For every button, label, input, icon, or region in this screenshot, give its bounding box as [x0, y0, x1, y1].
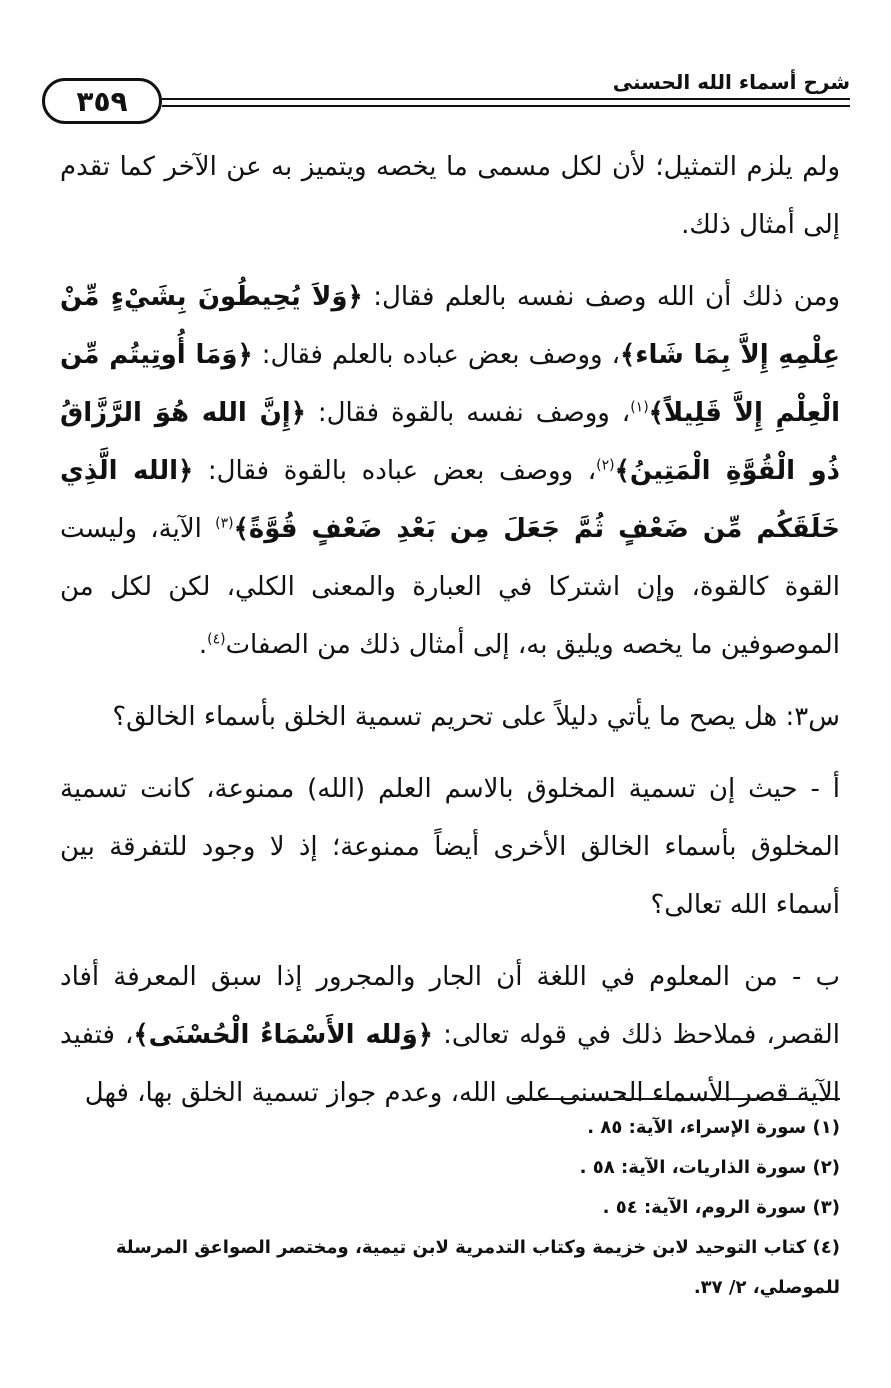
footnote-1: (١) سورة الإسراء، الآية: ٨٥ . — [587, 1117, 840, 1138]
quran-verse-3: ﴿إِنَّ الله هُوَ الرَّزَّاقُ ذُو الْقُوَّةِ الْمَتِينُ﴾ — [60, 398, 840, 486]
text-span: . — [198, 630, 208, 660]
running-title: شرح أسماء الله الحسنى — [605, 70, 850, 94]
main-text — [60, 138, 840, 1136]
point-a: أ - حيث إن تسمية المخلوق بالاسم العلم (الله) ممنوعة، كانت تسمية المخلوق بأسماء الخالق الأخرى أيضاً ممنوعة؛ إذ لا وجود للتفرقة بين أسماء الله تعالى؟ — [60, 774, 840, 920]
footnote-rule — [512, 1098, 840, 1100]
header-rule — [162, 98, 850, 107]
footnote-ref-3: (٣) — [215, 515, 234, 532]
page-header — [42, 70, 850, 126]
footnotes — [60, 1108, 840, 1308]
footnote-ref-1: (١) — [630, 399, 649, 416]
page-number: ٣٥٩ — [42, 78, 162, 124]
text-span: الآية، وليست القوة كالقوة، وإن اشتركا في العبارة والمعنى الكلي، لكن لكل من الموصوفين ما يخصه ويليق به، إلى أمثال ذلك من الصفات — [60, 514, 840, 660]
footnote-2: (٢) سورة الذاريات، الآية: ٥٨ . — [579, 1157, 840, 1178]
paragraph-1: ولم يلزم التمثيل؛ لأن لكل مسمى ما يخصه ويتميز به عن الآخر كما تقدم إلى أمثال ذلك. — [60, 152, 840, 240]
question-3: س٣: هل يصح ما يأتي دليلاً على تحريم تسمية الخلق بأسماء الخالق؟ — [112, 702, 840, 732]
paragraph-2 — [60, 268, 840, 674]
footnote-ref-4: (٤) — [207, 631, 226, 648]
text-span: ، فتفيد الآية قصر الأسماء الحسنى على الله، وعدم جواز تسمية الخلق بها، فهل — [60, 1020, 840, 1108]
quran-verse-2: ﴿وَمَا أُوتِيتُم مِّن الْعِلْمِ إِلاَّ قَلِيلاً﴾ — [60, 340, 840, 428]
text-span: ، ووصف بعض عباده بالقوة فقال: — [193, 456, 597, 486]
quran-verse-5: ﴿وَلله الأَسْمَاءُ الْحُسْنَى﴾ — [133, 1020, 433, 1050]
text-span: ومن ذلك أن الله وصف نفسه بالعلم فقال: — [362, 282, 840, 312]
footnote-ref-2: (٢) — [596, 457, 615, 474]
footnote-4: (٤) كتاب التوحيد لابن خزيمة وكتاب التدمرية لابن تيمية، ومختصر الصواعق المرسلة للموصلي، ٢/ ٣٧. — [115, 1237, 840, 1298]
text-span: ، ووصف نفسه بالقوة فقال: — [305, 398, 631, 428]
text-span: ، ووصف بعض عباده بالعلم فقال: — [252, 340, 620, 370]
point-b — [60, 948, 840, 1122]
quran-verse-4: ﴿الله الَّذِي خَلَقَكُم مِّن ضَعْفٍ ثُمَّ جَعَلَ مِن بَعْدِ ضَعْفٍ قُوَّةً﴾ — [60, 456, 840, 544]
text-span: ب - من المعلوم في اللغة أن الجار والمجرور إذا سبق المعرفة أفاد القصر، فملاحظ ذلك في قوله تعالى: — [60, 962, 841, 1050]
footnote-3: (٣) سورة الروم، الآية: ٥٤ . — [602, 1197, 840, 1218]
quran-verse-1: ﴿وَلاَ يُحِيطُونَ بِشَيْءٍ مِّنْ عِلْمِهِ إِلاَّ بِمَا شَاء﴾ — [60, 282, 840, 370]
